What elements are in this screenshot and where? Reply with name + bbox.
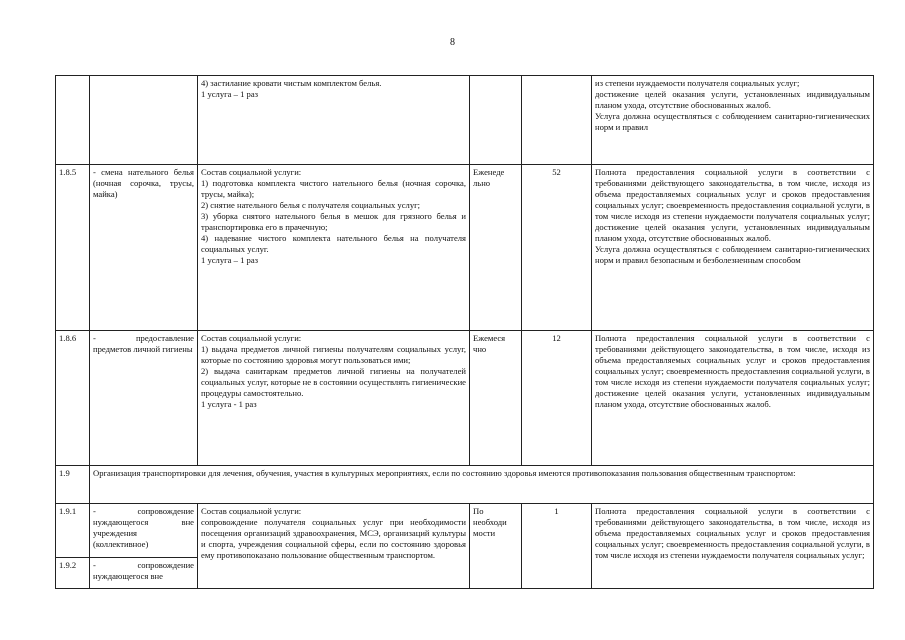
cell-period: По необходи мости: [470, 504, 522, 589]
quality-line: Услуга должна осуществляться с соблюдением санитарно-гигиенических норм и правил безопасным и безболезненным способом: [595, 244, 870, 266]
content-line: 2) снятие нательного белья с получателя социальных услуг;: [201, 200, 421, 211]
content-line: Состав социальной услуги:: [201, 167, 302, 177]
cell-volume: 52: [522, 165, 592, 331]
content-line: 1 услуга – 1 раз: [201, 255, 259, 266]
services-table: [55, 75, 874, 589]
cell-period: [470, 76, 522, 165]
table-row-1-8-6: [56, 331, 874, 466]
content-line: 1) выдача предметов личной гигиены получателям социальных услуг, которые по состоянию здоровья могут пользоваться ими;: [201, 344, 466, 366]
quality-line: из степени нуждаемости получателя социальных услуг;: [595, 78, 800, 88]
cell-period: Еженеде льно: [470, 165, 522, 331]
content-line: Состав социальной услуги:: [201, 506, 302, 516]
content-line: 3) уборка снятого нательного белья в мешок для грязного белья и транспортировка его в прачечную;: [201, 211, 466, 233]
cell-name: - сопровождение нуждающегося вне учреждения (коллективное): [90, 504, 198, 558]
cell-content: [198, 331, 470, 466]
table-row-continuation: [56, 76, 874, 165]
cell-num: 1.9: [56, 466, 90, 504]
cell-content: [198, 504, 470, 589]
table-row-1-9-1: [56, 504, 874, 558]
quality-line: Полнота предоставления социальной услуги в соответствии с требованиями действующего законодательства, в том числе, исходя из объема предоставляемых социальных услуг и сроков предоставления социальных услуг; своевременность предоставления социальной услуги, в том числе исходя из степени нуждаемости получателя социальных услуг; достижение целей оказания услуги, установленных индивидуальным планом ухода, отсутствие обоснованных жалоб.: [595, 167, 870, 244]
cell-num: 1.8.6: [56, 331, 90, 466]
content-line: 1) подготовка комплекта чистого нательного белья (ночная сорочка, трусы, майка);: [201, 178, 466, 200]
quality-line: Полнота предоставления социальной услуги в соответствии с требованиями действующего законодательства, в том числе, исходя из объема предоставляемых социальных услуг и сроков предоставления социальных услуг; своевременность предоставления социальной услуги, в том числе исходя из степени нуждаемости получателя социальных услуг; достижение целей оказания услуги, установленных индивидуальным планом ухода, отсутствие обоснованных жалоб.: [595, 333, 870, 410]
content-line: 1 услуга – 1 раз: [201, 89, 259, 100]
cell-content: [198, 165, 470, 331]
content-line: 4) застилание кровати чистым комплектом белья.: [201, 78, 382, 88]
section-title: Организация транспортировки для лечения, обучения, участия в культурных мероприятиях, если по состоянию здоровья имеются противопоказания пользования общественным транспортом:: [90, 466, 874, 504]
content-line: 2) выдача санитаркам предметов личной гигиены на получателей социальных услуг, которые не в состоянии осуществлять гигиенические процедуры самостоятельно.: [201, 366, 466, 399]
quality-line: Полнота предоставления социальной услуги в соответствии с требованиями действующего законодательства, в том числе, исходя из объема предоставляемых социальных услуг и сроков предоставления социальных услуг; своевременность предоставления социальной услуги, в том числе исходя из степени нуждаемости получателя социальных услуг;: [595, 506, 870, 561]
content-line: сопровождение получателя социальных услуг при необходимости посещения организаций здравоохранения, МСЭ, организаций культуры и спорта, учреждения социальной сферы, если по состоянию здоровья ему противопоказано пользование общественным транспортом.: [201, 517, 466, 561]
content-line: Состав социальной услуги:: [201, 333, 302, 343]
quality-line: достижение целей оказания услуги, установленных индивидуальным планом ухода, отсутствие обоснованных жалоб.: [595, 89, 870, 111]
table-row-section-1-9: [56, 466, 874, 504]
cell-period: Ежемеся чно: [470, 331, 522, 466]
table-row-1-8-5: [56, 165, 874, 331]
content-line: 4) надевание чистого комплекта нательного белья на получателя социальных услуг.: [201, 233, 466, 255]
cell-num: 1.9.1: [56, 504, 90, 558]
cell-volume: [522, 76, 592, 165]
cell-quality: [592, 76, 874, 165]
cell-quality: [592, 331, 874, 466]
cell-quality: [592, 165, 874, 331]
cell-num: [56, 76, 90, 165]
cell-num: 1.9.2: [56, 558, 90, 589]
cell-name: [90, 76, 198, 165]
page-number: 8: [450, 37, 455, 48]
cell-quality: [592, 504, 874, 589]
cell-name: - сопровождение нуждающегося вне: [90, 558, 198, 589]
quality-line: Услуга должна осуществляться с соблюдением санитарно-гигиенических норм и правил: [595, 111, 870, 133]
cell-num: 1.8.5: [56, 165, 90, 331]
cell-volume: 12: [522, 331, 592, 466]
cell-name: - предоставление предметов личной гигиены: [90, 331, 198, 466]
cell-name: - смена нательного белья (ночная сорочка, трусы, майка): [90, 165, 198, 331]
cell-content: [198, 76, 470, 165]
cell-volume: 1: [522, 504, 592, 589]
content-line: 1 услуга - 1 раз: [201, 399, 257, 410]
